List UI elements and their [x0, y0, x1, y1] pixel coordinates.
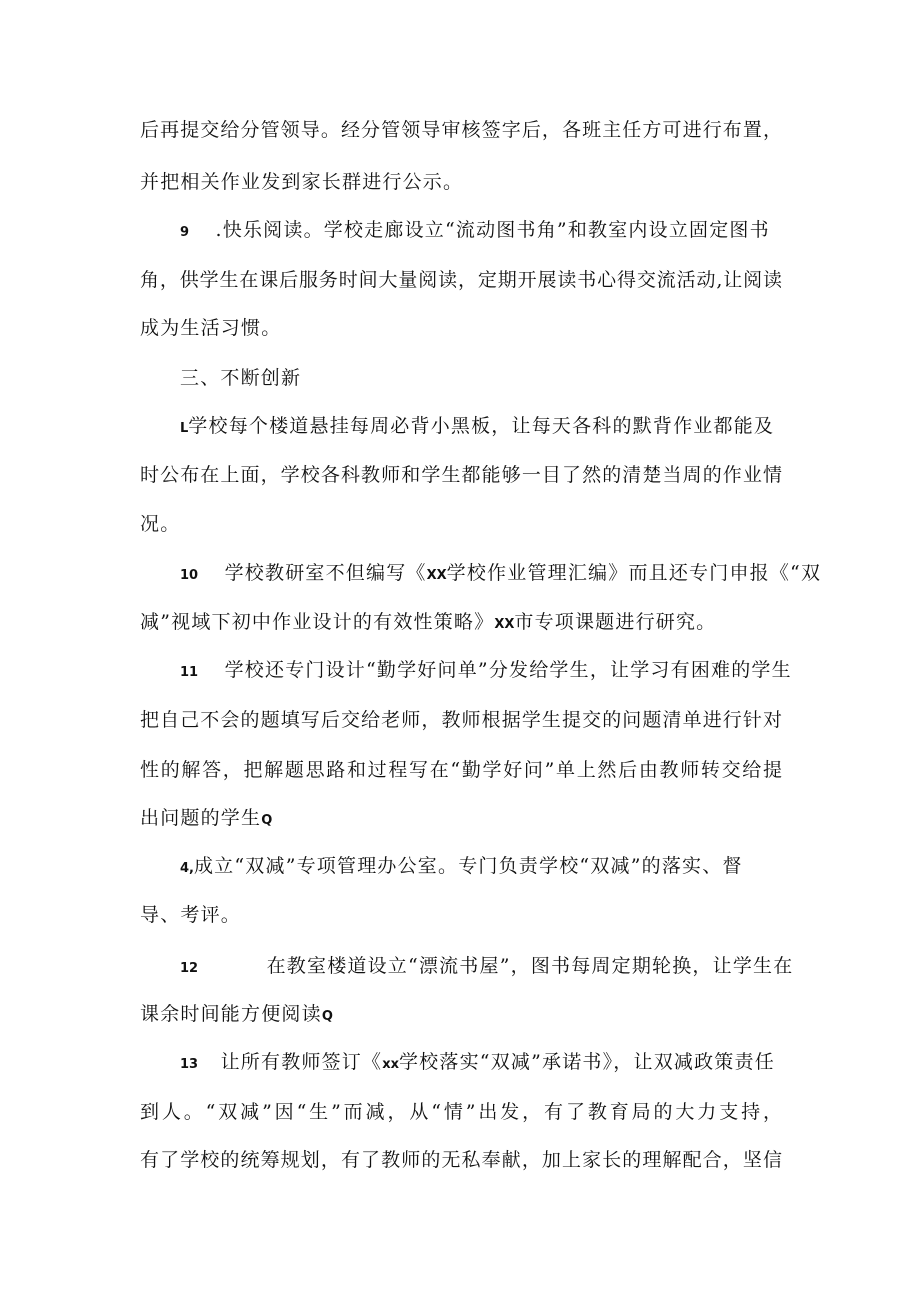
text-line: 时公布在上面，学校各科教师和学生都能够一目了然的清楚当周的作业情: [140, 464, 782, 486]
text-line: 学校还专门设计“勤学好问单”分发给学生，让学习有困难的学生: [224, 659, 792, 681]
text-line: 角，供学生在课后服务时间大量阅读，定期开展读书心得交流活动,让阅读: [140, 269, 782, 291]
text-line: 有了学校的统筹规划，有了教师的无私奉献，加上家长的理解配合，坚信: [140, 1149, 782, 1171]
paragraph-12-end: [140, 1002, 333, 1029]
text-line: 课余时间能方便阅读: [140, 1003, 322, 1025]
paragraph-11: [180, 658, 792, 685]
text-line: 导、考评。: [140, 904, 242, 926]
text-line: 学校每个楼道悬挂每周必背小黑板，让每天各科的默背作业都能及: [188, 415, 775, 437]
text-line: 成为生活习惯。: [140, 317, 282, 339]
text-line: 出问题的学生: [140, 807, 262, 829]
paragraph-9: [180, 218, 770, 245]
item-number: 11: [180, 665, 199, 680]
section-heading: 三、不断创新: [180, 367, 302, 389]
text-line: 学校教研室不但编写《: [224, 562, 427, 584]
item-number: L: [180, 421, 189, 436]
paragraph-11-end: [140, 806, 272, 833]
trailing-mark: Q: [261, 813, 273, 828]
text-line: 把自己不会的题填写后交给老师，教师根据学生提交的问题清单进行针对: [140, 709, 782, 731]
text-line: 性的解答，把解题思路和过程写在“勤学好问”单上然后由教师转交给提: [140, 759, 782, 781]
text-line: 后再提交给分管领导。经分管领导审核签字后，各班主任方可进行布置，: [140, 119, 782, 141]
text-line: 况。: [140, 513, 181, 535]
text-line: 减”视域下初中作业设计的有效性策略》: [140, 611, 495, 633]
paragraph-10-cont: [140, 610, 716, 637]
text-line: 市专项课题进行研究。: [514, 611, 717, 633]
text-line: 让所有教师签订《: [220, 1051, 383, 1073]
placeholder-mark: xx: [382, 1057, 399, 1072]
text-line: 学校落实“双减”承诺书》，让双减政策责任: [398, 1051, 775, 1073]
text-line: 学校作业管理汇编》而且还专门申报《“双: [446, 562, 822, 584]
paragraph-12: [180, 954, 793, 981]
item-number: 13: [180, 1057, 199, 1072]
text-line: 并把相关作业发到家长群进行公示。: [140, 171, 464, 193]
text-line: 在教室楼道设立“漂流书屋”，图书每周定期轮换，让学生在: [266, 955, 794, 977]
text-line: .快乐阅读。学校走廊设立“流动图书角”和教室内设立固定图书: [215, 219, 770, 241]
paragraph-l: [180, 414, 774, 441]
item-number: 12: [180, 961, 199, 976]
placeholder-mark: XX: [426, 568, 447, 583]
paragraph-10: [180, 561, 821, 588]
item-number: 9: [180, 225, 190, 240]
trailing-mark: Q: [321, 1009, 333, 1024]
text-line: 到人。“双减”因“生”而减，从“情”出发，有了教育局的大力支持，: [140, 1101, 782, 1123]
item-number: 4,: [180, 861, 194, 876]
placeholder-mark: XX: [494, 617, 515, 632]
text-line: 成立“双减”专项管理办公室。专门负责学校“双减”的落实、督: [193, 855, 743, 877]
paragraph-4: [180, 854, 743, 881]
paragraph-13: [180, 1050, 775, 1077]
item-number: 10: [180, 568, 199, 583]
